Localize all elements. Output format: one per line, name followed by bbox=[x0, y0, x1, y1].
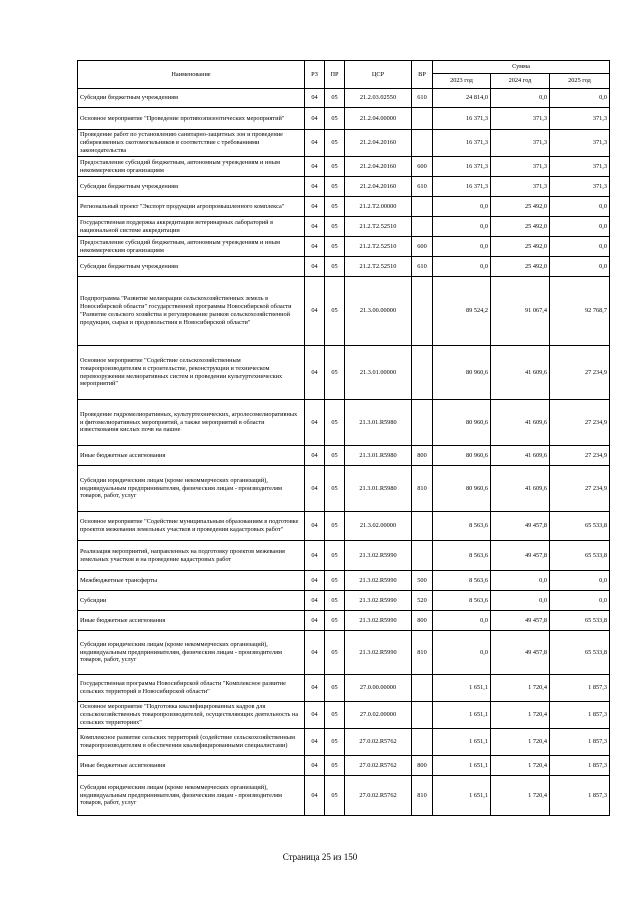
row-rz: 04 bbox=[305, 108, 325, 130]
row-amount-2024: 91 067,4 bbox=[491, 277, 550, 346]
row-amount-2023: 0,0 bbox=[433, 237, 491, 257]
row-rz: 04 bbox=[305, 257, 325, 277]
row-amount-2024: 371,3 bbox=[491, 177, 550, 197]
row-rz: 04 bbox=[305, 591, 325, 611]
row-rz: 04 bbox=[305, 541, 325, 571]
row-rz: 04 bbox=[305, 611, 325, 631]
row-amount-2023: 16 371,3 bbox=[433, 157, 491, 177]
row-rz: 04 bbox=[305, 346, 325, 400]
row-amount-2025: 27 234,9 bbox=[550, 466, 610, 512]
row-amount-2024: 41 609,6 bbox=[491, 466, 550, 512]
row-amount-2024: 1 720,4 bbox=[491, 675, 550, 702]
row-amount-2025: 1 857,3 bbox=[550, 756, 610, 776]
row-name: Проведение гидромелиоративных, культуртехнических, агролесомелиоративных и фитомелиоративных мероприятий, а также мероприятий в области известкования кислых почв на пашне bbox=[78, 400, 305, 446]
row-amount-2025: 0,0 bbox=[550, 591, 610, 611]
row-name: Субсидии юридическим лицам (кроме некоммерческих организаций), индивидуальным предпринимателям, физическим лицам - производителям товаров, работ, услуг bbox=[78, 776, 305, 816]
row-amount-2025: 27 234,9 bbox=[550, 446, 610, 466]
row-vr bbox=[412, 702, 433, 729]
header-vr: ВР bbox=[412, 61, 433, 89]
row-amount-2024: 371,3 bbox=[491, 108, 550, 130]
row-amount-2023: 1 651,1 bbox=[433, 756, 491, 776]
row-amount-2025: 65 533,8 bbox=[550, 512, 610, 541]
row-amount-2025: 27 234,9 bbox=[550, 346, 610, 400]
row-csr: 21.3.02.R5990 bbox=[345, 591, 412, 611]
row-pr: 05 bbox=[325, 702, 345, 729]
row-pr: 05 bbox=[325, 157, 345, 177]
row-pr: 05 bbox=[325, 108, 345, 130]
row-vr bbox=[412, 729, 433, 756]
row-amount-2023: 24 814,0 bbox=[433, 89, 491, 108]
row-name: Субсидии юридическим лицам (кроме некоммерческих организаций), индивидуальным предпринимателям, физическим лицам - производителям товаров, работ, услуг bbox=[78, 466, 305, 512]
budget-table bbox=[77, 60, 610, 816]
row-csr: 21.2.T2.00000 bbox=[345, 197, 412, 217]
row-name: Субсидии бюджетным учреждениям bbox=[78, 257, 305, 277]
row-amount-2025: 0,0 bbox=[550, 237, 610, 257]
table-row bbox=[78, 108, 610, 130]
row-name: Государственная программа Новосибирской области "Комплексное развитие сельских территорий в Новосибирской области" bbox=[78, 675, 305, 702]
row-pr: 05 bbox=[325, 591, 345, 611]
row-vr: 600 bbox=[412, 237, 433, 257]
header-name: Наименование bbox=[78, 61, 305, 89]
row-name: Субсидии бюджетным учреждениям bbox=[78, 177, 305, 197]
row-name: Комплексное развитие сельских территорий (содействие сельскохозяйственным товаропроизводителям в обеспечении квалифицированными специалистами) bbox=[78, 729, 305, 756]
row-csr: 21.2.04.00000 bbox=[345, 108, 412, 130]
row-amount-2024: 41 609,6 bbox=[491, 346, 550, 400]
table-row bbox=[78, 157, 610, 177]
row-vr: 800 bbox=[412, 446, 433, 466]
row-amount-2023: 8 563,6 bbox=[433, 571, 491, 591]
row-amount-2023: 0,0 bbox=[433, 197, 491, 217]
header-rz: РЗ bbox=[305, 61, 325, 89]
table-row bbox=[78, 591, 610, 611]
row-pr: 05 bbox=[325, 466, 345, 512]
row-rz: 04 bbox=[305, 197, 325, 217]
page-number: Страница 25 из 150 bbox=[282, 852, 358, 862]
row-csr: 27.0.00.00000 bbox=[345, 675, 412, 702]
row-csr: 21.3.01.00000 bbox=[345, 346, 412, 400]
row-csr: 21.2.04.20160 bbox=[345, 157, 412, 177]
row-pr: 05 bbox=[325, 729, 345, 756]
row-amount-2024: 0,0 bbox=[491, 591, 550, 611]
table-row bbox=[78, 776, 610, 816]
row-amount-2024: 25 492,0 bbox=[491, 237, 550, 257]
row-vr: 810 bbox=[412, 631, 433, 675]
table-row bbox=[78, 631, 610, 675]
row-amount-2024: 1 720,4 bbox=[491, 729, 550, 756]
table-row bbox=[78, 702, 610, 729]
row-csr: 21.3.01.R5980 bbox=[345, 400, 412, 446]
row-vr bbox=[412, 541, 433, 571]
header-year-2024: 2024 год bbox=[491, 74, 550, 89]
row-pr: 05 bbox=[325, 512, 345, 541]
row-pr: 05 bbox=[325, 776, 345, 816]
row-vr: 600 bbox=[412, 157, 433, 177]
table-row bbox=[78, 257, 610, 277]
row-vr: 610 bbox=[412, 177, 433, 197]
row-vr: 610 bbox=[412, 257, 433, 277]
row-pr: 05 bbox=[325, 257, 345, 277]
row-rz: 04 bbox=[305, 512, 325, 541]
row-amount-2024: 371,3 bbox=[491, 157, 550, 177]
row-pr: 05 bbox=[325, 277, 345, 346]
table-row bbox=[78, 756, 610, 776]
row-name: Предоставление субсидий бюджетным, автономным учреждениям и иным некоммерческим организациям bbox=[78, 237, 305, 257]
row-vr bbox=[412, 346, 433, 400]
table-row bbox=[78, 130, 610, 157]
row-vr bbox=[412, 675, 433, 702]
row-vr bbox=[412, 130, 433, 157]
table-body bbox=[78, 89, 610, 816]
table-row bbox=[78, 217, 610, 237]
row-amount-2025: 371,3 bbox=[550, 177, 610, 197]
row-csr: 27.0.02.00000 bbox=[345, 702, 412, 729]
row-amount-2024: 25 492,0 bbox=[491, 257, 550, 277]
table-row bbox=[78, 346, 610, 400]
row-amount-2025: 371,3 bbox=[550, 157, 610, 177]
row-pr: 05 bbox=[325, 675, 345, 702]
row-rz: 04 bbox=[305, 217, 325, 237]
table-row bbox=[78, 446, 610, 466]
row-vr: 520 bbox=[412, 591, 433, 611]
row-amount-2024: 49 457,8 bbox=[491, 541, 550, 571]
row-vr: 810 bbox=[412, 466, 433, 512]
table-row bbox=[78, 729, 610, 756]
row-rz: 04 bbox=[305, 571, 325, 591]
table-row bbox=[78, 89, 610, 108]
row-csr: 21.2.03.02550 bbox=[345, 89, 412, 108]
row-amount-2024: 25 492,0 bbox=[491, 197, 550, 217]
row-vr bbox=[412, 400, 433, 446]
row-amount-2025: 0,0 bbox=[550, 257, 610, 277]
row-vr bbox=[412, 197, 433, 217]
row-amount-2023: 8 563,6 bbox=[433, 591, 491, 611]
row-amount-2023: 1 651,1 bbox=[433, 776, 491, 816]
row-rz: 04 bbox=[305, 237, 325, 257]
row-name: Подпрограмма "Развитие мелиорации сельскохозяйственных земель в Новосибирской области" государственной программы Новосибирской области "Развитие сельского хозяйства и регулирование рынков сельскохозяйственной продукции, сырья и продовольствия в Новосибирской области" bbox=[78, 277, 305, 346]
row-name: Межбюджетные трансферты bbox=[78, 571, 305, 591]
table-row bbox=[78, 197, 610, 217]
row-amount-2025: 27 234,9 bbox=[550, 400, 610, 446]
table-row bbox=[78, 400, 610, 446]
row-name: Основное мероприятие "Проведение противоэпизоотических мероприятий" bbox=[78, 108, 305, 130]
row-amount-2025: 0,0 bbox=[550, 89, 610, 108]
row-pr: 05 bbox=[325, 217, 345, 237]
row-csr: 21.3.02.00000 bbox=[345, 512, 412, 541]
row-name: Субсидии бюджетным учреждениям bbox=[78, 89, 305, 108]
row-pr: 05 bbox=[325, 400, 345, 446]
row-amount-2023: 16 371,3 bbox=[433, 177, 491, 197]
row-amount-2023: 8 563,6 bbox=[433, 541, 491, 571]
row-amount-2025: 65 533,8 bbox=[550, 631, 610, 675]
row-csr: 21.2.T2.52510 bbox=[345, 237, 412, 257]
row-csr: 21.2.T2.52510 bbox=[345, 257, 412, 277]
row-rz: 04 bbox=[305, 631, 325, 675]
row-rz: 04 bbox=[305, 157, 325, 177]
header-year-2023: 2023 год bbox=[433, 74, 491, 89]
row-pr: 05 bbox=[325, 631, 345, 675]
header-year-2025: 2025 год bbox=[550, 74, 610, 89]
row-pr: 05 bbox=[325, 571, 345, 591]
row-csr: 21.2.T2.52510 bbox=[345, 217, 412, 237]
row-amount-2025: 0,0 bbox=[550, 571, 610, 591]
header-sum: Сумма bbox=[433, 61, 610, 74]
row-amount-2025: 65 533,8 bbox=[550, 541, 610, 571]
row-csr: 27.0.02.R5762 bbox=[345, 776, 412, 816]
row-amount-2025: 371,3 bbox=[550, 130, 610, 157]
row-amount-2025: 371,3 bbox=[550, 108, 610, 130]
row-amount-2023: 16 371,3 bbox=[433, 130, 491, 157]
row-pr: 05 bbox=[325, 756, 345, 776]
table-row bbox=[78, 611, 610, 631]
row-name: Иные бюджетные ассигнования bbox=[78, 611, 305, 631]
row-amount-2024: 1 720,4 bbox=[491, 702, 550, 729]
table-row bbox=[78, 512, 610, 541]
row-pr: 05 bbox=[325, 197, 345, 217]
row-amount-2025: 1 857,3 bbox=[550, 702, 610, 729]
row-amount-2024: 25 492,0 bbox=[491, 217, 550, 237]
row-amount-2023: 0,0 bbox=[433, 257, 491, 277]
row-amount-2024: 0,0 bbox=[491, 571, 550, 591]
row-rz: 04 bbox=[305, 756, 325, 776]
table-row bbox=[78, 541, 610, 571]
row-rz: 04 bbox=[305, 177, 325, 197]
header-csr: ЦСР bbox=[345, 61, 412, 89]
row-amount-2023: 1 651,1 bbox=[433, 675, 491, 702]
row-vr bbox=[412, 108, 433, 130]
row-vr: 800 bbox=[412, 611, 433, 631]
table-row bbox=[78, 237, 610, 257]
row-amount-2025: 0,0 bbox=[550, 217, 610, 237]
row-rz: 04 bbox=[305, 400, 325, 446]
row-name: Реализация мероприятий, направленных на подготовку проектов межевания земельных участков и на проведение кадастровых работ bbox=[78, 541, 305, 571]
table-row bbox=[78, 177, 610, 197]
row-amount-2024: 49 457,8 bbox=[491, 631, 550, 675]
row-rz: 04 bbox=[305, 277, 325, 346]
row-amount-2024: 1 720,4 bbox=[491, 776, 550, 816]
row-amount-2024: 371,3 bbox=[491, 130, 550, 157]
row-pr: 05 bbox=[325, 446, 345, 466]
row-amount-2023: 80 960,6 bbox=[433, 400, 491, 446]
row-amount-2023: 0,0 bbox=[433, 217, 491, 237]
row-rz: 04 bbox=[305, 466, 325, 512]
row-amount-2025: 65 533,8 bbox=[550, 611, 610, 631]
row-rz: 04 bbox=[305, 675, 325, 702]
row-vr bbox=[412, 277, 433, 346]
row-csr: 21.3.01.R5980 bbox=[345, 446, 412, 466]
row-name: Иные бюджетные ассигнования bbox=[78, 446, 305, 466]
row-name: Предоставление субсидий бюджетным, автономным учреждениям и иным некоммерческим организациям bbox=[78, 157, 305, 177]
row-name: Основное мероприятие "Содействие сельскохозяйственным товаропроизводителям в строительстве, реконструкции и техническом перевооружении мелиоративных систем и проведении культуртехнических мероприятий" bbox=[78, 346, 305, 400]
row-pr: 05 bbox=[325, 130, 345, 157]
row-name: Проведение работ по установлению санитарно-защитных зон и проведение сибиреязвенных скотомогильников в соответствие с требованиями законодательства bbox=[78, 130, 305, 157]
row-name: Основное мероприятие "Подготовка квалифицированных кадров для сельскохозяйственных товаропроизводителей, осуществляющих деятельность на сельских территориях" bbox=[78, 702, 305, 729]
row-rz: 04 bbox=[305, 702, 325, 729]
row-csr: 21.3.00.00000 bbox=[345, 277, 412, 346]
row-amount-2023: 16 371,3 bbox=[433, 108, 491, 130]
row-csr: 21.2.04.20160 bbox=[345, 177, 412, 197]
row-amount-2023: 8 563,6 bbox=[433, 512, 491, 541]
row-vr bbox=[412, 512, 433, 541]
row-amount-2024: 0,0 bbox=[491, 89, 550, 108]
row-vr: 800 bbox=[412, 756, 433, 776]
row-amount-2025: 92 768,7 bbox=[550, 277, 610, 346]
header-pr: ПР bbox=[325, 61, 345, 89]
row-name: Региональный проект "Экспорт продукции агропромышленного комплекса" bbox=[78, 197, 305, 217]
row-amount-2023: 80 960,6 bbox=[433, 466, 491, 512]
row-name: Основное мероприятие "Содействие муниципальным образованиям в подготовке проектов межевания земельных участков и проведении кадастровых работ" bbox=[78, 512, 305, 541]
row-vr bbox=[412, 217, 433, 237]
row-csr: 21.3.02.R5990 bbox=[345, 571, 412, 591]
table-row bbox=[78, 675, 610, 702]
row-name: Иные бюджетные ассигнования bbox=[78, 756, 305, 776]
row-amount-2025: 1 857,3 bbox=[550, 776, 610, 816]
row-rz: 04 bbox=[305, 776, 325, 816]
row-vr: 610 bbox=[412, 89, 433, 108]
table-row bbox=[78, 571, 610, 591]
row-pr: 05 bbox=[325, 237, 345, 257]
row-csr: 27.0.02.R5762 bbox=[345, 756, 412, 776]
row-amount-2025: 1 857,3 bbox=[550, 729, 610, 756]
row-vr: 810 bbox=[412, 776, 433, 816]
row-amount-2024: 41 609,6 bbox=[491, 400, 550, 446]
row-pr: 05 bbox=[325, 611, 345, 631]
row-rz: 04 bbox=[305, 446, 325, 466]
row-amount-2023: 1 651,1 bbox=[433, 729, 491, 756]
row-amount-2024: 49 457,8 bbox=[491, 611, 550, 631]
row-pr: 05 bbox=[325, 541, 345, 571]
row-amount-2025: 1 857,3 bbox=[550, 675, 610, 702]
row-name: Субсидии bbox=[78, 591, 305, 611]
row-csr: 21.3.02.R5990 bbox=[345, 631, 412, 675]
row-csr: 21.3.02.R5990 bbox=[345, 611, 412, 631]
row-vr: 500 bbox=[412, 571, 433, 591]
row-rz: 04 bbox=[305, 130, 325, 157]
row-rz: 04 bbox=[305, 729, 325, 756]
row-amount-2025: 0,0 bbox=[550, 197, 610, 217]
row-amount-2024: 41 609,6 bbox=[491, 446, 550, 466]
row-amount-2023: 0,0 bbox=[433, 611, 491, 631]
row-amount-2023: 89 524,2 bbox=[433, 277, 491, 346]
row-amount-2023: 80 960,6 bbox=[433, 446, 491, 466]
row-csr: 21.2.04.20160 bbox=[345, 130, 412, 157]
row-rz: 04 bbox=[305, 89, 325, 108]
row-pr: 05 bbox=[325, 177, 345, 197]
row-amount-2024: 1 720,4 bbox=[491, 756, 550, 776]
row-csr: 27.0.02.R5762 bbox=[345, 729, 412, 756]
row-amount-2023: 80 960,6 bbox=[433, 346, 491, 400]
row-csr: 21.3.01.R5980 bbox=[345, 466, 412, 512]
row-amount-2024: 49 457,8 bbox=[491, 512, 550, 541]
row-amount-2023: 1 651,1 bbox=[433, 702, 491, 729]
row-name: Государственная поддержка аккредитации ветеринарных лабораторий в национальной системе аккредитации bbox=[78, 217, 305, 237]
table-row bbox=[78, 466, 610, 512]
row-pr: 05 bbox=[325, 346, 345, 400]
table-row bbox=[78, 277, 610, 346]
row-amount-2023: 0,0 bbox=[433, 631, 491, 675]
row-csr: 21.3.02.R5990 bbox=[345, 541, 412, 571]
row-name: Субсидии юридическим лицам (кроме некоммерческих организаций), индивидуальным предпринимателям, физическим лицам - производителям товаров, работ, услуг bbox=[78, 631, 305, 675]
row-pr: 05 bbox=[325, 89, 345, 108]
